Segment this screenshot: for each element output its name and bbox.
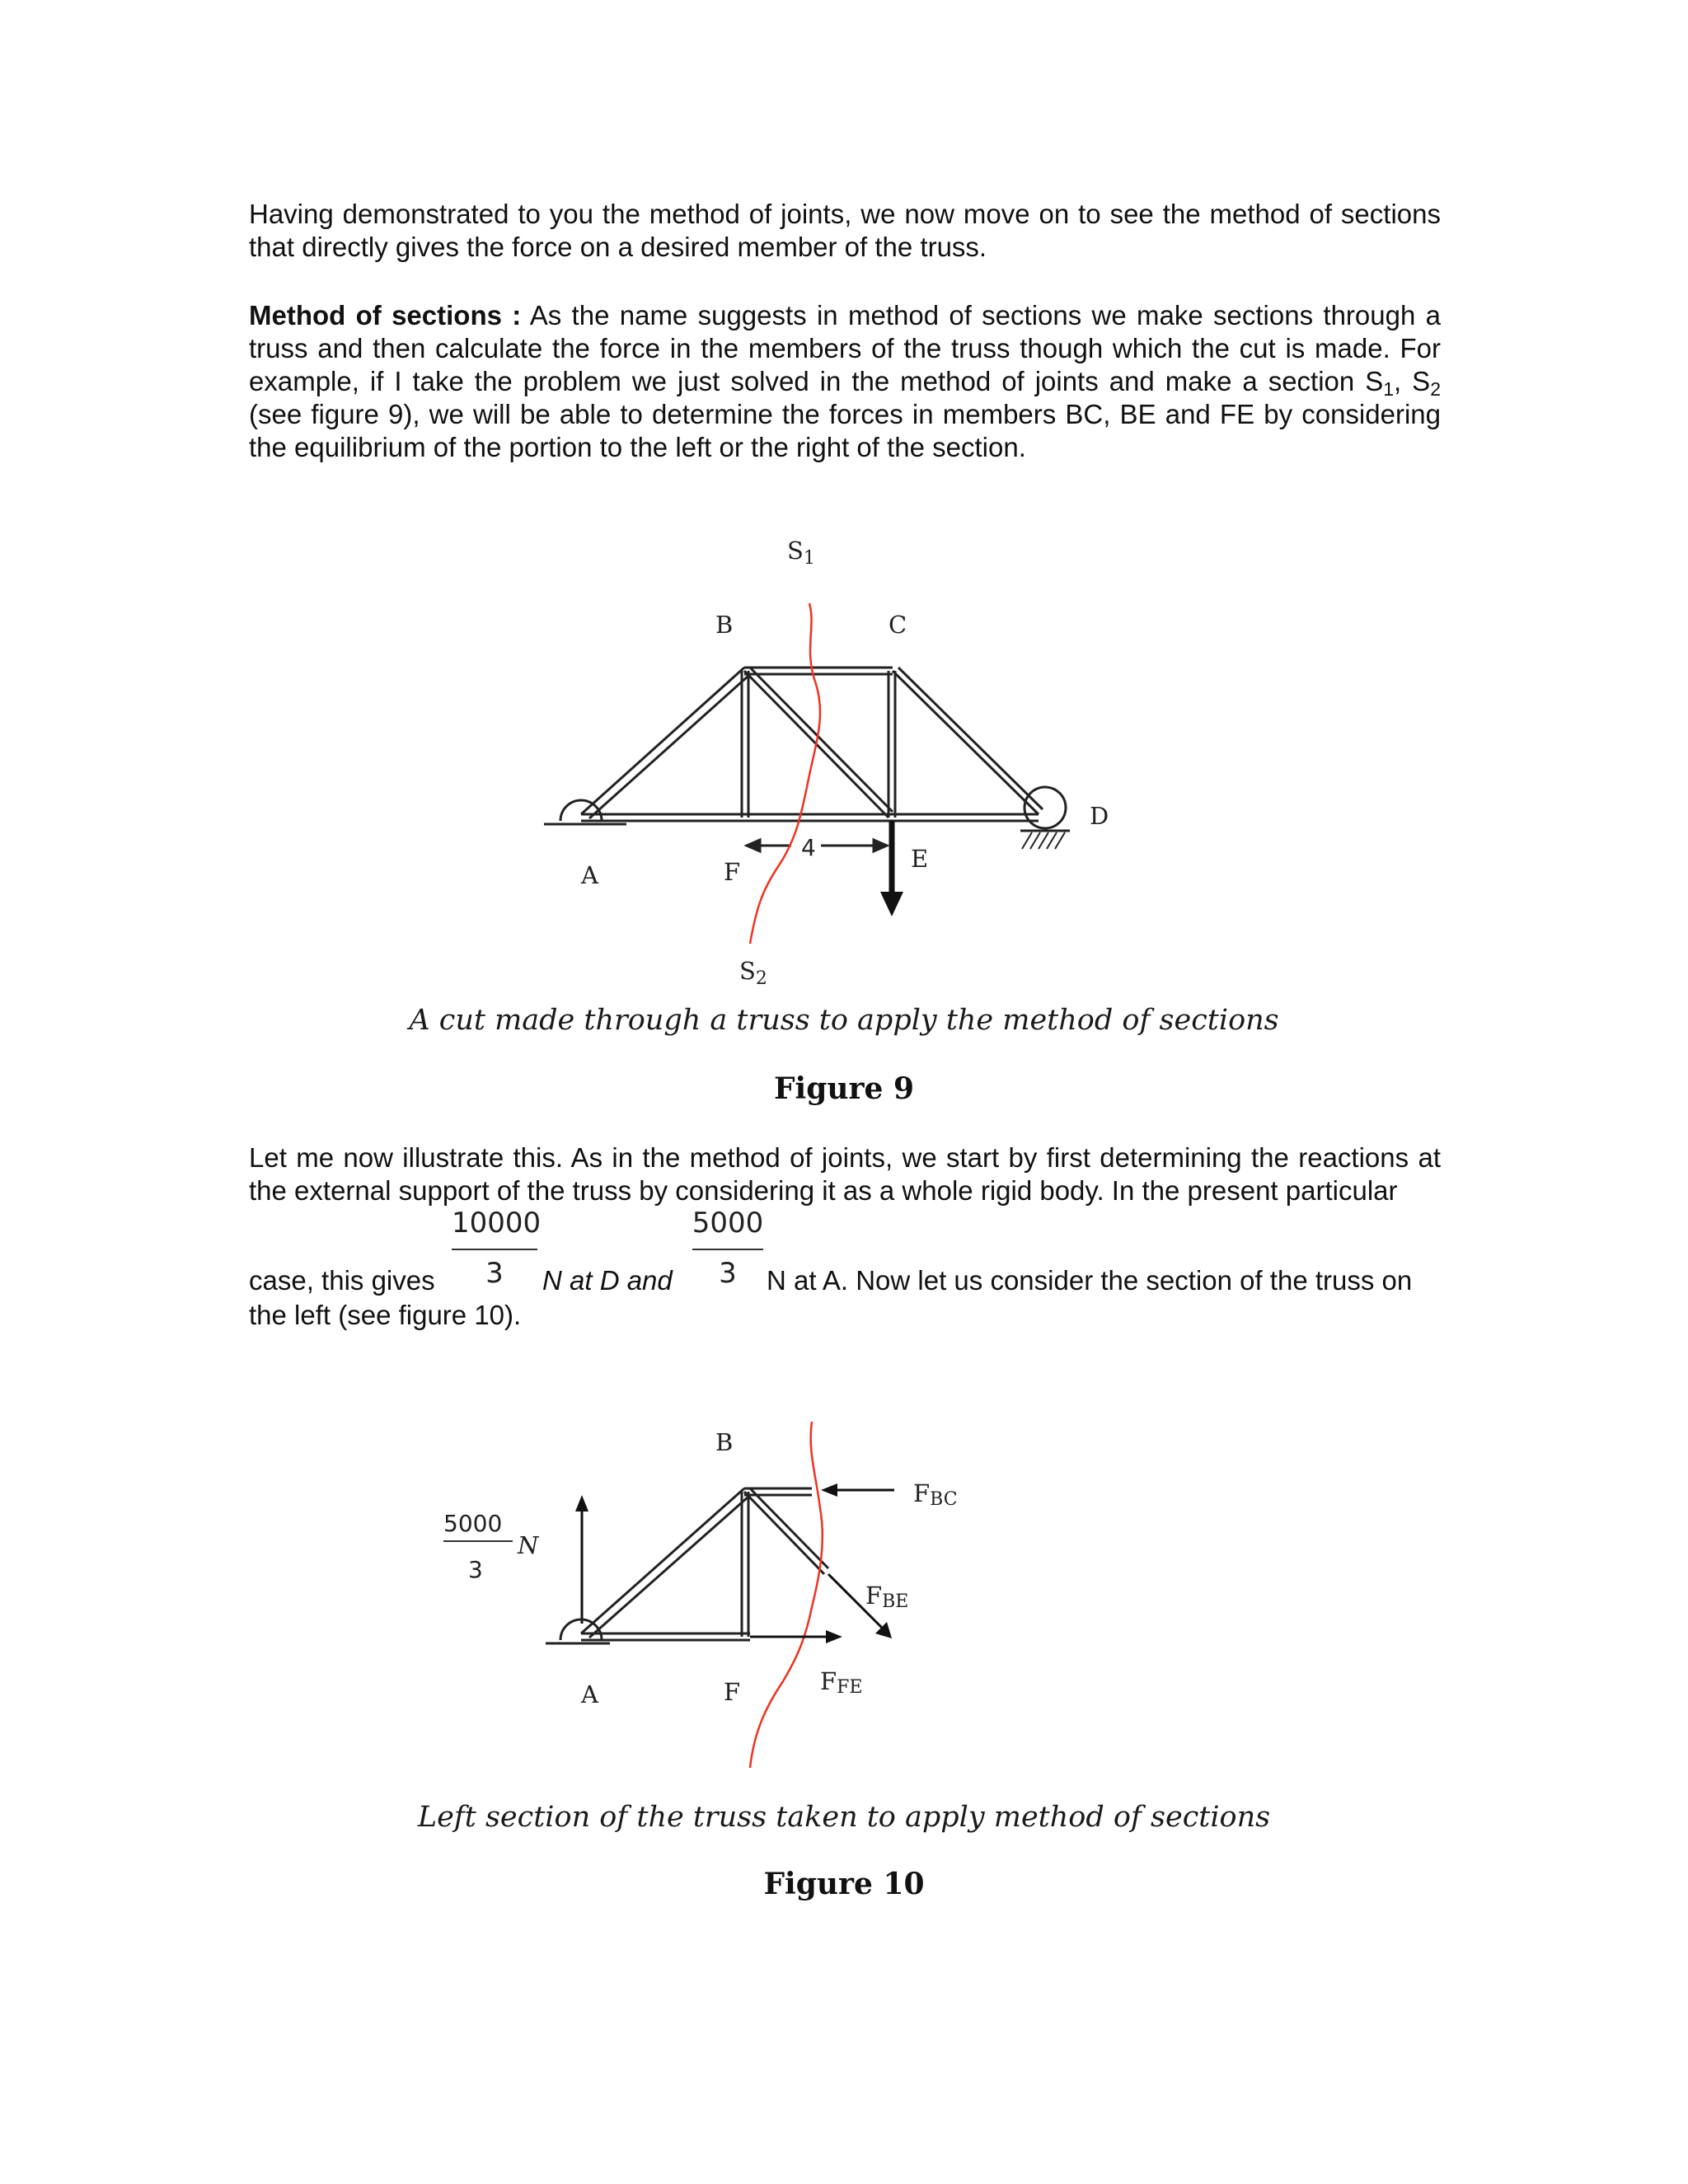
truss-members [581,1488,828,1640]
section-s1-subscript: 1 [1383,378,1395,400]
label-b: B [715,1428,734,1456]
figure-9-truss-diagram [0,0,1688,989]
load-arrow-e [880,821,903,916]
reactions-paragraph-line1: Let me now illustrate this. As in the method of joints, we start by first determining the reactions at the external support of the truss by considering it as a whole rigid body. In the present particular [249,1142,1441,1206]
paragraph2-text-c: (see figure 9), we will be able to determine the forces in members BC, BE and FE by considering the equilibrium of the portion to the left or the right of the section. [249,399,1441,462]
section-cut-line [750,1422,823,1768]
n-at-a-text: N at A. Now let us consider the section of the truss on [767,1265,1413,1296]
paragraph2-text-a: As the name suggests in method of sections we make sections through a truss and then calculate the force in the members of the truss though which the cut is made. For example, if I take the problem we just solved in the method of joints and make a section S [249,300,1441,396]
figure-10-left-section-diagram [0,1401,1688,1780]
force-ffe-arrow [750,1630,842,1643]
method-of-sections-heading: Method of sections : [249,300,522,330]
reactions-paragraph-line3: the left (see figure 10). [249,1300,522,1330]
fraction1-bar [452,1249,537,1250]
label-ffe: FFE [820,1667,863,1698]
label-s1: $S_1$ [787,537,815,569]
fraction1-numerator: 10000 [452,1207,542,1240]
fraction2-bar [692,1249,763,1250]
figure-10-title: Figure 10 [763,1867,925,1901]
figure-10-caption: Left section of the truss taken to apply method of sections [417,1801,1271,1834]
label-c: C [889,611,907,639]
paragraph2-text-b: , S [1394,366,1431,396]
label-f: F [724,1678,741,1706]
fraction1-denominator: 3 [485,1257,504,1290]
label-e: E [911,845,929,873]
label-a: A [581,1680,598,1708]
dimension-label: 4 [801,834,816,861]
figure-9-title: Figure 9 [773,1071,915,1106]
label-b: B [715,611,734,639]
truss-members [581,668,1043,821]
intro-paragraph: Having demonstrated to you the method of joints, we now move on to see the method of sections that directly gives the force on a desired member of the truss. [249,199,1441,262]
n-at-d-text: N at D and [542,1265,673,1296]
label-d: D [1090,802,1109,830]
label-f: F [724,858,741,886]
reaction-numerator: 5000 [443,1510,503,1537]
label-fbc: FBC [913,1479,958,1510]
section-s2-subscript: 2 [1430,378,1441,400]
figure-9-caption: A cut made through a truss to apply the method of sections [409,1004,1279,1037]
fraction2-numerator: 5000 [692,1207,764,1240]
dimension-arrows [747,840,887,851]
label-fbe: FBE [865,1582,909,1612]
fraction2-denominator: 3 [719,1257,737,1290]
force-fbc-arrow [821,1483,894,1497]
reaction-denominator: 3 [468,1556,483,1583]
case-gives-text: case, this gives [249,1265,435,1296]
label-s2: $S_2$ [739,957,767,989]
reaction-arrow-a [575,1495,588,1624]
reaction-unit: N [518,1531,539,1559]
section-cut-line [750,603,820,944]
roller-support-d [1020,787,1070,849]
label-a: A [581,861,598,889]
